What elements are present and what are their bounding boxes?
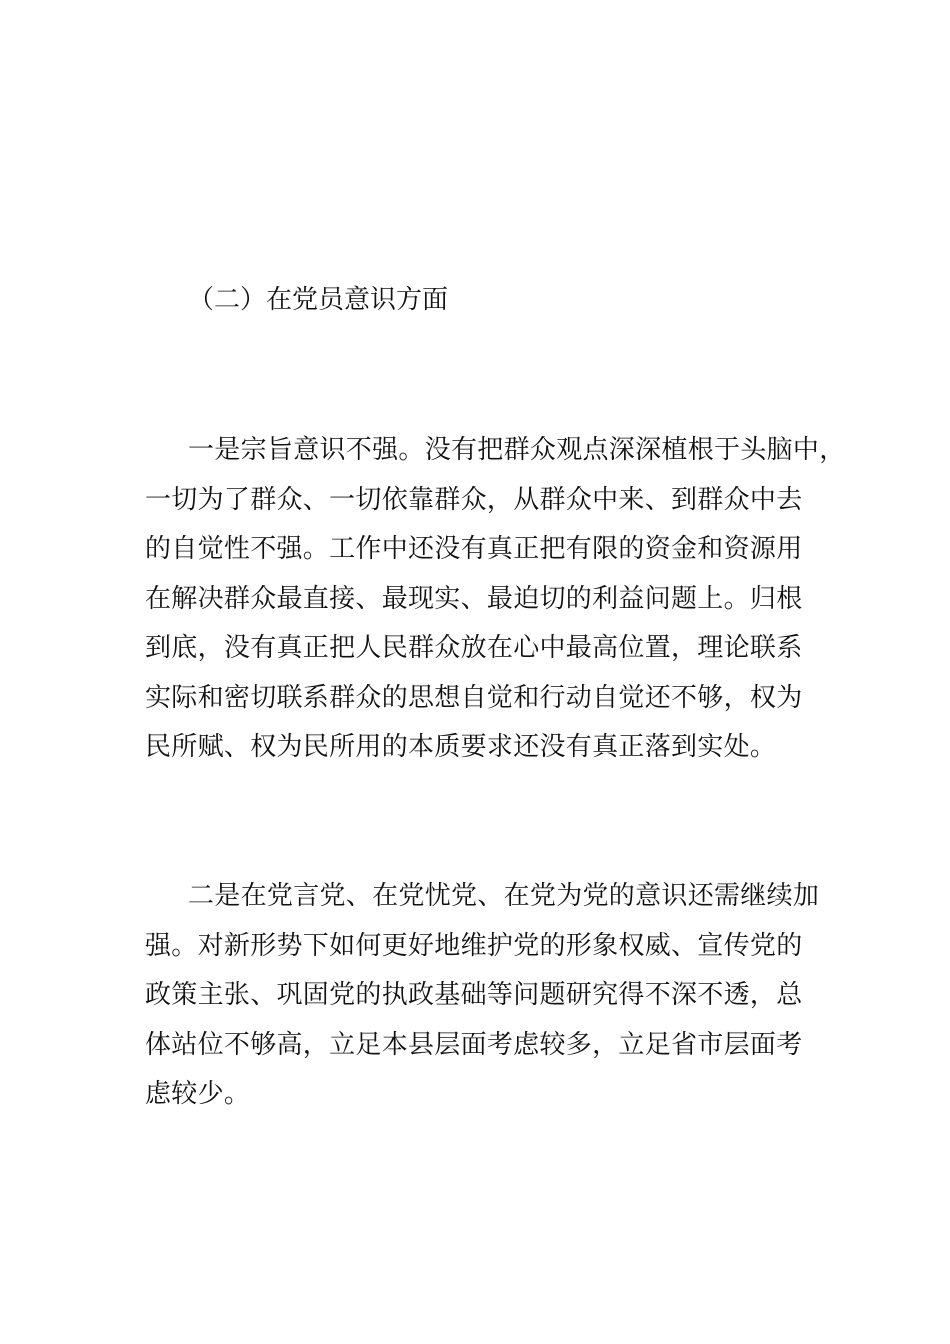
- paragraph-line: 一是宗旨意识不强。没有把群众观点深深植根于头脑中，: [188, 435, 846, 465]
- paragraph-line: 到底，没有真正把人民群众放在心中最高位置，理论联系: [145, 633, 803, 663]
- paragraph-line: 实际和密切联系群众的思想自觉和行动自觉还不够，权为: [145, 682, 803, 713]
- paragraph-line: 强。对新形势下如何更好地维护党的形象权威、宣传党的: [145, 930, 803, 961]
- paragraph-line: 政策主张、巩固党的执政基础等问题研究得不深不透，总: [145, 980, 803, 1010]
- paragraph-party-awareness: [145, 872, 835, 1120]
- section-heading: （二）在党员意识方面: [188, 285, 449, 315]
- paragraph-purpose-awareness: [145, 426, 846, 773]
- paragraph-line: 二是在党言党、在党忧党、在党为党的意识还需继续加: [188, 881, 820, 911]
- paragraph-line: 体站位不够高，立足本县层面考虑较多，立足省市层面考: [145, 1029, 803, 1060]
- paragraph-line: 在解决群众最直接、最现实、最迫切的利益问题上。归根: [145, 583, 803, 614]
- paragraph-line: 虑较少。: [145, 1079, 251, 1109]
- paragraph-line: 一切为了群众、一切依靠群众，从群众中来、到群众中去: [145, 484, 803, 515]
- paragraph-line: 民所赋、权为民所用的本质要求还没有真正落到实处。: [145, 732, 777, 762]
- paragraph-line: 的自觉性不强。工作中还没有真正把有限的资金和资源用: [145, 534, 803, 564]
